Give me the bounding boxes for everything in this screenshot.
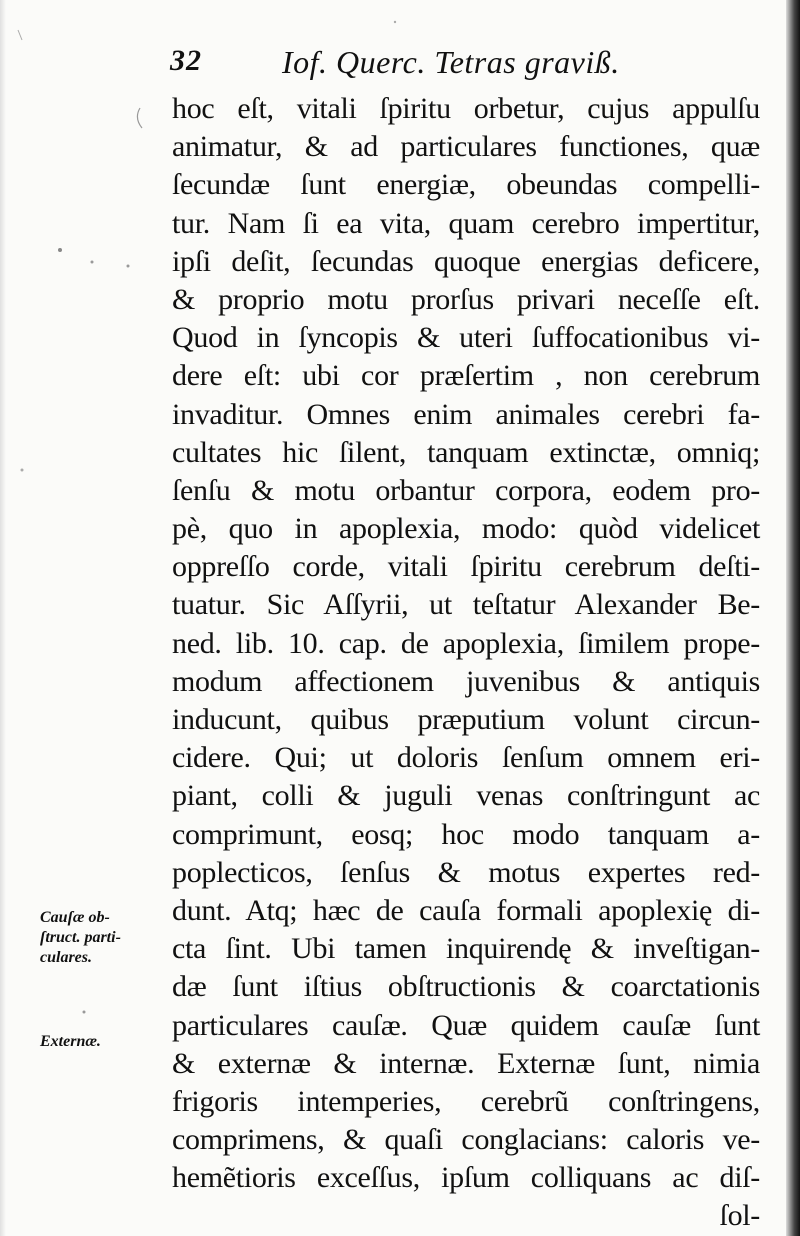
margin-note-line: Cauſæ ob-	[40, 909, 110, 926]
text-line: ipſi deſit, ſecundas quoque energias deficere,	[172, 244, 760, 278]
text-line: cta ſint. Ubi tamen inquirendę & inveſtigan-	[172, 932, 760, 966]
text-line: piant, colli & juguli venas conſtringunt ac	[172, 779, 760, 813]
text-line: cidere. Qui; ut doloris ſenſum omnem eri-	[172, 741, 760, 775]
text-line: ſenſu & motu orbantur corpora, eodem pro-	[172, 473, 760, 507]
text-line: animatur, & ad particulares functiones, quæ	[172, 130, 760, 164]
margin-note-externae	[40, 1032, 101, 1052]
text-line: dæ ſunt iſtius obſtructionis & coarctationis	[172, 970, 760, 1004]
page-left-edge	[0, 0, 6, 1236]
text-line: hemẽtioris exceſſus, ipſum colliquans ac diſ-	[172, 1161, 760, 1195]
running-head: Iof. Querc. Tetras graviß.	[282, 44, 620, 80]
margin-note-causae	[40, 908, 121, 968]
text-line: ſecundæ ſunt energiæ, obeundas compelli-	[172, 168, 760, 202]
margin-note-line: Externæ.	[40, 1033, 101, 1050]
text-line: hoc eſt, vitali ſpiritu orbetur, cujus appulſu	[172, 92, 760, 125]
text-line: comprimens, & quaſi conglacians: caloris ve-	[172, 1123, 760, 1157]
page-right-edge-shadow	[786, 0, 800, 1236]
text-line: tur. Nam ſi ea vita, quam cerebro impertitur,	[172, 206, 760, 240]
text-line: & proprio motu prorſus privari neceſſe eſt.	[172, 282, 760, 316]
text-line: tuatur. Sic Aſſyrii, ut teſtatur Alexander Be-	[172, 588, 760, 622]
text-line: Quod in ſyncopis & uteri ſuffocationibus vi-	[172, 321, 760, 355]
body-text	[172, 90, 760, 1236]
text-line: oppreſſo corde, vitali ſpiritu cerebrum deſti-	[172, 550, 760, 584]
text-line: comprimunt, eosq; hoc modo tanquam a-	[172, 817, 760, 851]
page-header	[170, 44, 730, 88]
text-line: pè, quo in apoplexia, modo: quòd videlicet	[172, 512, 760, 546]
text-line: modum affectionem juvenibus & antiquis	[172, 664, 760, 698]
margin-note-line: ſtruct. parti-	[40, 929, 121, 946]
text-line: frigoris intemperies, cerebrũ conſtringens,	[172, 1084, 760, 1118]
text-line: cultates hic ſilent, tanquam extinctæ, omniq;	[172, 435, 760, 469]
text-line: ſol-	[719, 1199, 760, 1233]
text-line: dere eſt: ubi cor præſertim , non cerebrum	[172, 359, 760, 393]
text-line: particulares cauſæ. Quæ quidem cauſæ ſunt	[172, 1008, 760, 1042]
text-line: inducunt, quibus præputium volunt circun-	[172, 703, 760, 736]
text-line: dunt. Atq; hæc de cauſa formali apoplexię di-	[172, 893, 760, 927]
page-number: 32	[170, 44, 202, 77]
margin-note-line: culares.	[40, 949, 92, 966]
text-line: invaditur. Omnes enim animales cerebri fa-	[172, 397, 760, 431]
text-line: poplecticos, ſenſus & motus expertes red-	[172, 855, 760, 889]
text-line: & externæ & internæ. Externæ ſunt, nimia	[172, 1046, 760, 1080]
text-line: ned. lib. 10. cap. de apoplexia, ſimilem prope-	[172, 626, 760, 660]
